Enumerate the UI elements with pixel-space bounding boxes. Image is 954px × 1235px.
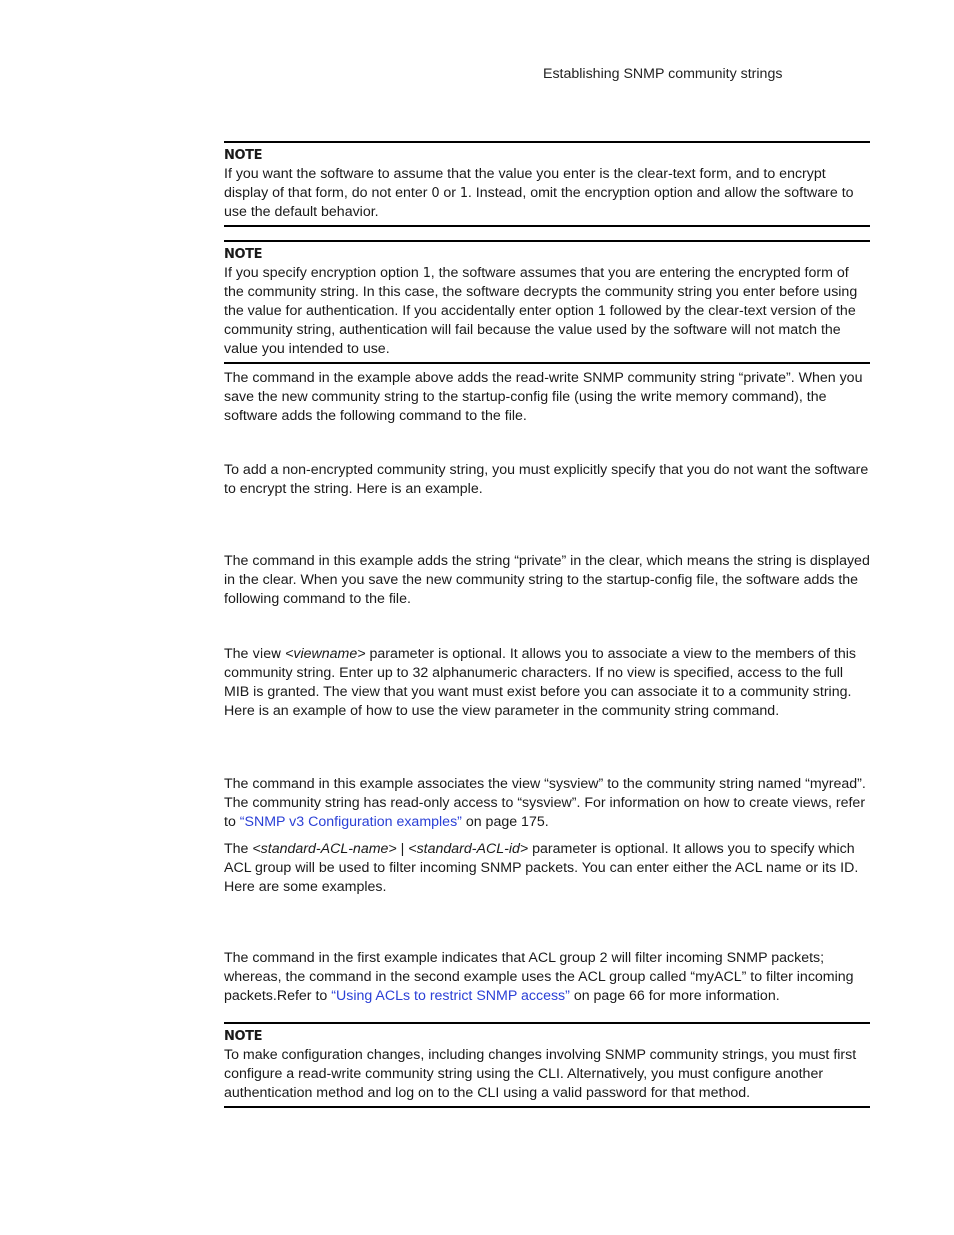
paragraph-write-memory bbox=[224, 369, 870, 426]
keyword: 1 bbox=[459, 186, 468, 201]
running-header: Establishing SNMP community strings bbox=[543, 66, 783, 82]
text-run: on page 175. bbox=[461, 814, 549, 830]
keyword: 0 bbox=[431, 186, 440, 201]
text-run: , the software assumes that you are entering the encrypted form of the community string. In this case, the software decrypts the community string you enter before using the value for authentication. If you accidentally enter option 1 followed by the clear-text version of the community string, authentication will fail because the value used by the software will not match the value you intended to use. bbox=[224, 265, 858, 357]
text-run: The bbox=[224, 646, 253, 662]
note-label: NOTE bbox=[224, 1029, 263, 1044]
note-box-encryption-option-1 bbox=[224, 240, 870, 364]
italic-parameter: <standard-ACL-name> bbox=[252, 841, 397, 857]
cross-reference-link[interactable]: “Using ACLs to restrict SNMP access” bbox=[331, 988, 570, 1004]
text-run: command), the software adds the following command to the file. bbox=[224, 389, 827, 424]
text-run: parameter is optional. It allows you to specify which ACL group will be used to filter incoming SNMP packets. You can enter either the ACL name or its ID. Here are some examples. bbox=[224, 841, 859, 895]
paragraph-non-encrypted: To add a non-encrypted community string, you must explicitly specify that you do not want the software to encrypt the string. Here is an example. bbox=[224, 462, 869, 497]
note-text: To make configuration changes, including changes involving SNMP community strings, you must first configure a read-write community string using the CLI. Alternatively, you must configure another authentication method and log on to the CLI using a valid password for that method. bbox=[224, 1047, 857, 1101]
note-box-encryption-default bbox=[224, 141, 870, 227]
text-run: or bbox=[439, 185, 460, 201]
paragraph-sysview bbox=[224, 775, 870, 832]
note-label: NOTE bbox=[224, 148, 263, 163]
text-run: If you specify encryption option bbox=[224, 265, 423, 281]
paragraph-acl-parameter bbox=[224, 840, 870, 897]
text-run: | bbox=[396, 841, 409, 857]
keyword: view bbox=[252, 647, 282, 662]
note-text bbox=[224, 264, 870, 359]
cross-reference-link[interactable]: “SNMP v3 Configuration examples” bbox=[239, 814, 462, 830]
keyword: write memory bbox=[640, 390, 728, 405]
text-run: The command in the first example indicates that ACL group 2 will filter incoming SNMP packets; whereas, the command in the second example uses the ACL group called “myACL” to filter incoming packets.Refer to bbox=[224, 950, 854, 1004]
note-label: NOTE bbox=[224, 247, 263, 262]
text-run: If you want the software to assume that the value you enter is the clear-text form, and to encrypt display of that form, do not enter bbox=[224, 166, 826, 201]
note-text bbox=[224, 165, 870, 222]
note-box-read-write-cli bbox=[224, 1022, 870, 1108]
italic-parameter: <standard-ACL-id> bbox=[408, 841, 529, 857]
text-run: The command in the example above adds the read-write SNMP community string “private”. When you save the new community string to the startup-config file (using the bbox=[224, 370, 863, 405]
text-run: . Instead, omit the encryption option and allow the software to use the default behavior. bbox=[224, 185, 854, 220]
text-run: parameter is optional. It allows you to associate a view to the members of this community string. Enter up to 32 alphanumeric characters. If no view is specified, access to the full MIB is granted. The view that you want must exist before you can associate it to a community string. Here is an example of how to use the view parameter in the community string command. bbox=[224, 646, 857, 719]
text-run: on page 66 for more information. bbox=[569, 988, 780, 1004]
paragraph-acl-group bbox=[224, 949, 870, 1006]
paragraph-view-parameter bbox=[224, 645, 870, 721]
keyword: 1 bbox=[422, 266, 431, 281]
text-run: The bbox=[224, 841, 253, 857]
italic-parameter: <viewname> bbox=[281, 646, 366, 662]
text-run: The command in this example associates the view “sysview” to the community string named “myread”. The community string has read-only access to “sysview”. For information on how to create views, refer to bbox=[224, 776, 866, 830]
paragraph-clear-text: The command in this example adds the string “private” in the clear, which means the string is displayed in the clear. When you save the new community string to the startup-config file, the software adds the following command to the file. bbox=[224, 553, 870, 607]
